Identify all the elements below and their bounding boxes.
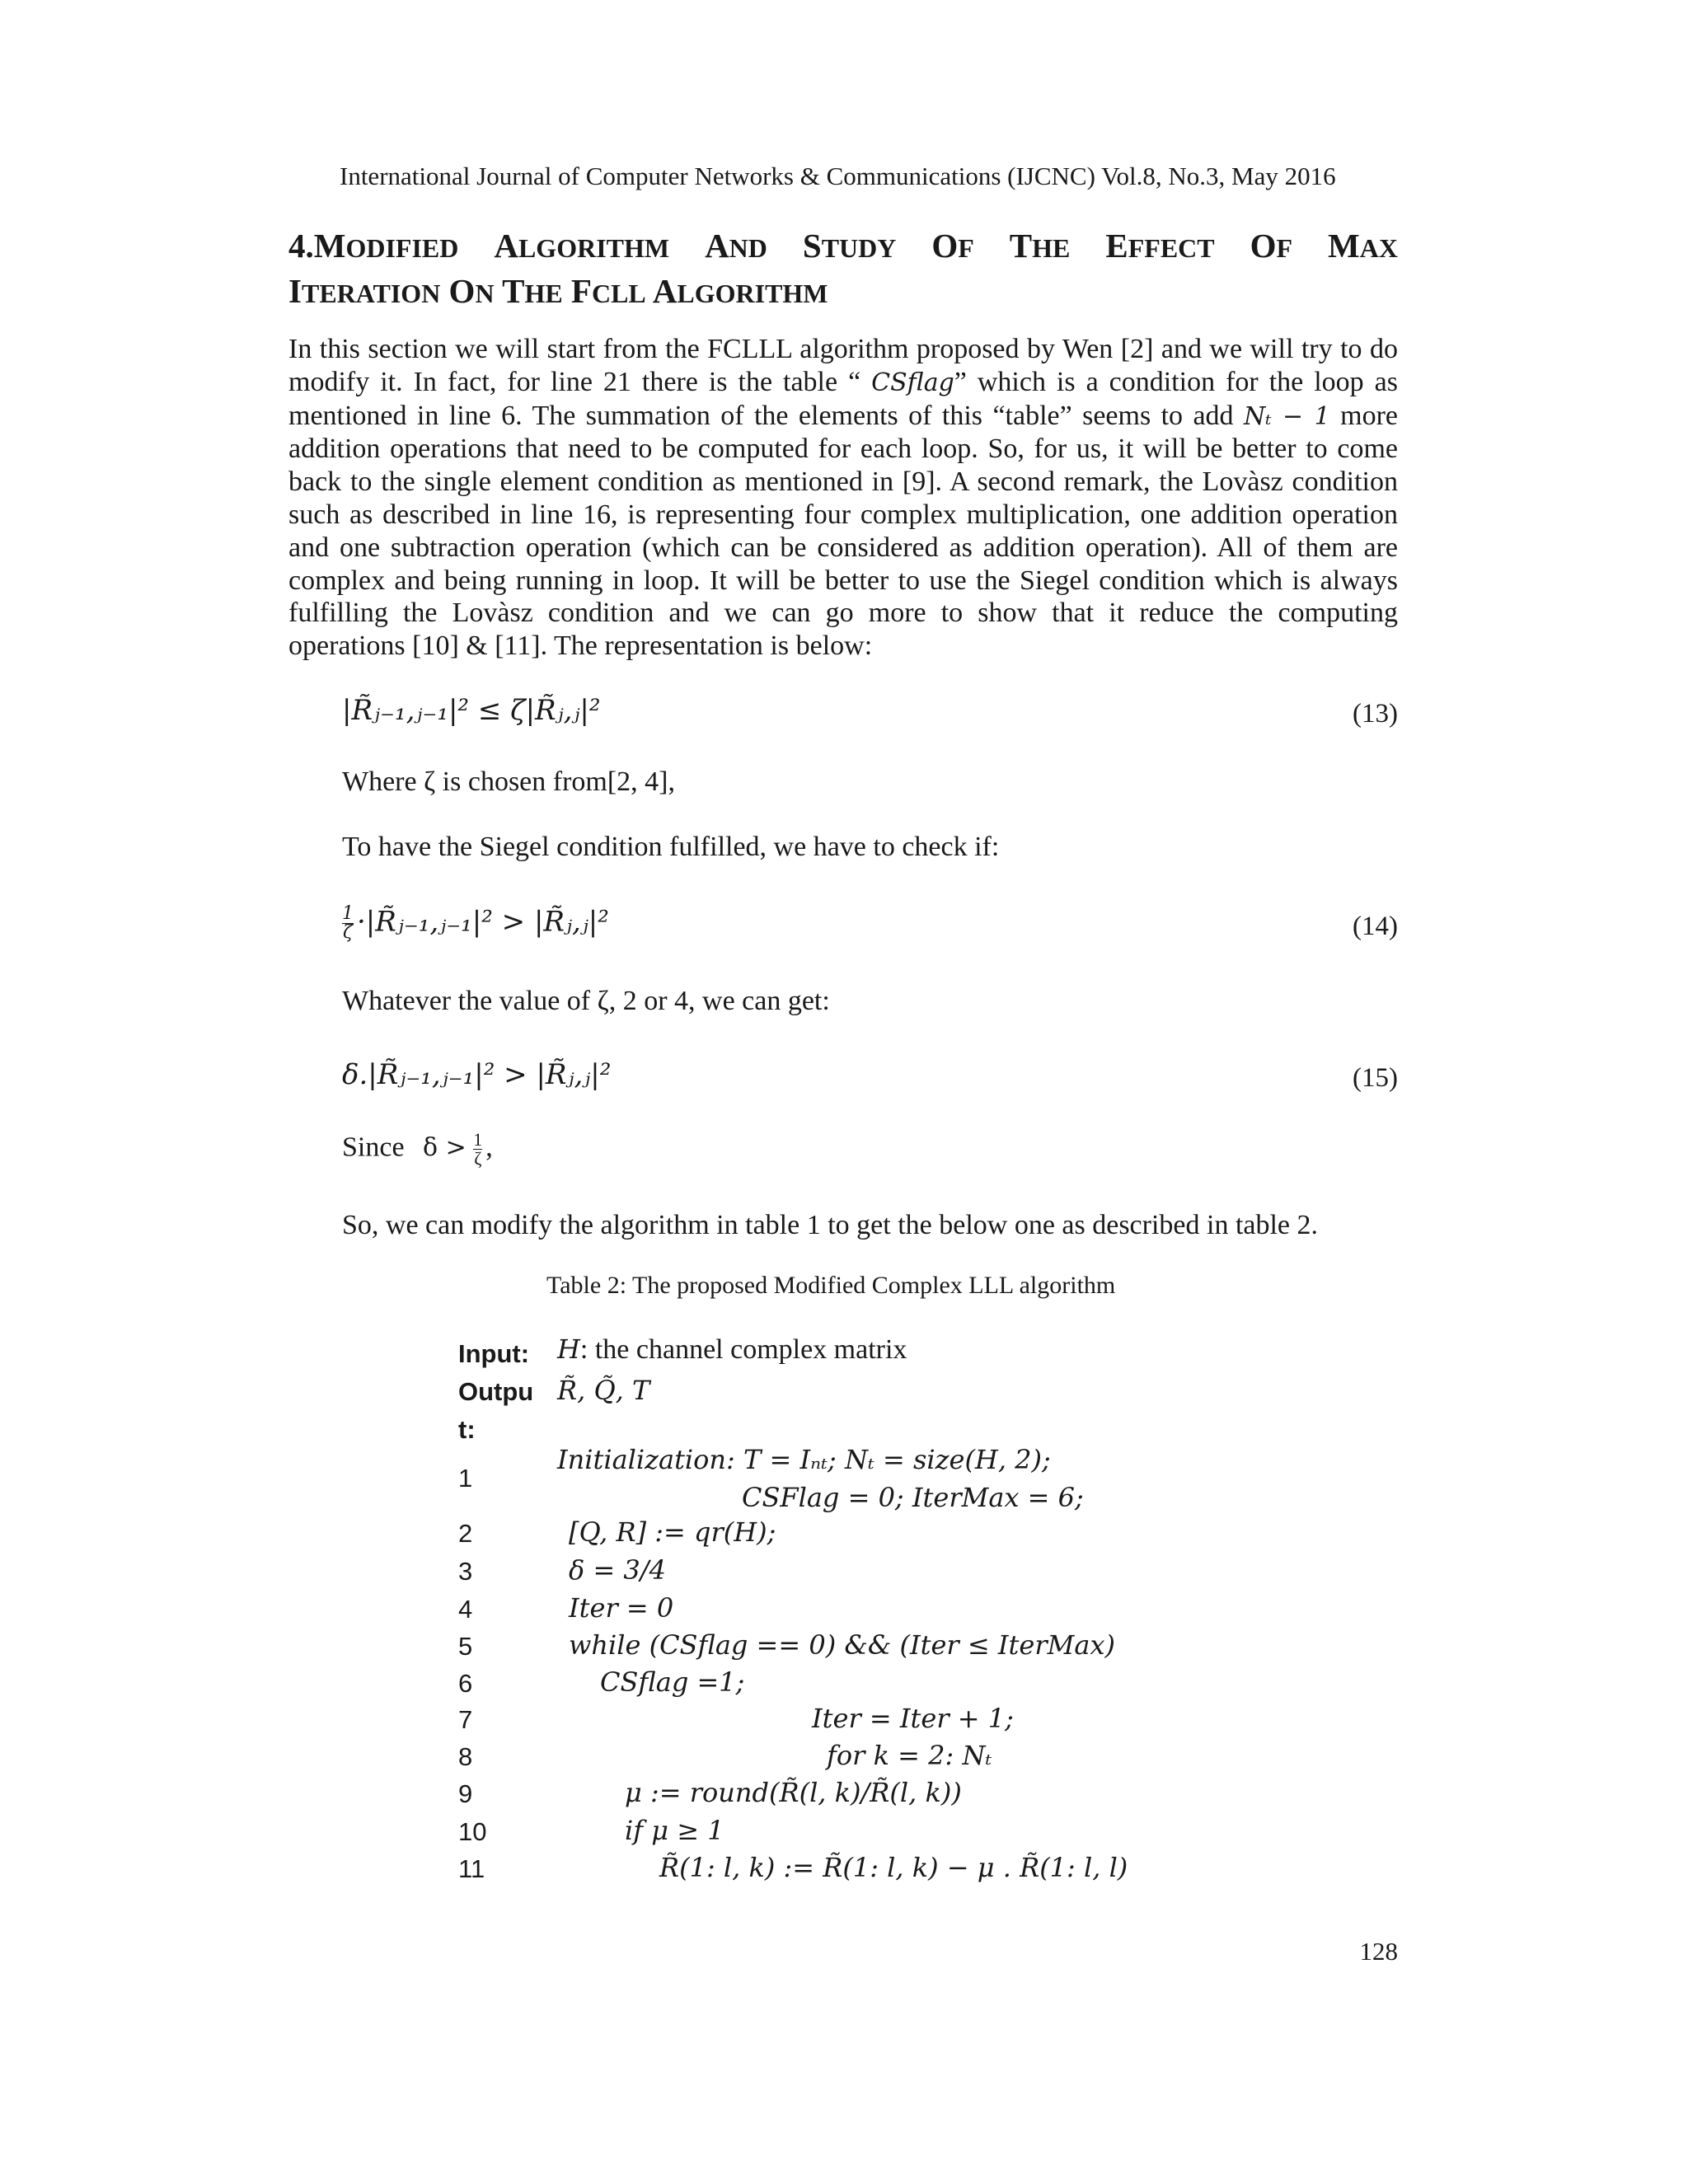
code-line: δ = 3/4	[569, 1554, 666, 1586]
input-label: Input:	[458, 1339, 530, 1368]
equation-14-number: (14)	[1353, 912, 1398, 941]
line-number: 8	[458, 1742, 473, 1771]
heading-word: MAX	[1328, 227, 1398, 265]
line-number: 11	[458, 1854, 485, 1883]
section-heading-line2	[288, 269, 1398, 315]
code-line: [Q, R] := qr(H);	[569, 1516, 776, 1548]
heading-word: OF	[1250, 227, 1293, 265]
code-line: Iter = 0	[569, 1592, 674, 1624]
fraction-numerator: 1	[473, 1129, 483, 1150]
input-value	[557, 1333, 907, 1366]
equation-14	[342, 905, 609, 942]
line-number: 7	[458, 1705, 473, 1734]
code-line: CSflag =1;	[600, 1666, 745, 1698]
equation-15: δ.|R̃ⱼ₋₁,ⱼ₋₁|² > |R̃ⱼ,ⱼ|²	[342, 1058, 612, 1091]
fraction-numerator: 1	[342, 903, 354, 924]
equation-13-number: (13)	[1353, 699, 1398, 729]
equation-13: |R̃ⱼ₋₁,ⱼ₋₁|² ≤ ζ|R̃ⱼ,ⱼ|²	[342, 694, 601, 727]
intro-paragraph	[288, 333, 1398, 663]
fraction	[473, 1131, 482, 1168]
fraction	[342, 905, 354, 942]
code-line-1b: CSFlag = 0; IterMax = 6;	[742, 1482, 1084, 1513]
nt-expression: Nₜ − 1	[1243, 401, 1330, 431]
table-caption: Table 2: The proposed Modified Complex LLL algorithm	[546, 1272, 1116, 1299]
line-number: 2	[458, 1519, 473, 1548]
whatever-line: Whatever the value of ζ, 2 or 4, we can get:	[342, 986, 830, 1016]
input-var: H	[557, 1333, 580, 1365]
heading-word: EFFECT	[1105, 227, 1215, 265]
page-number: 128	[1359, 1937, 1398, 1966]
running-header: International Journal of Computer Networks & Communications (IJCNC) Vol.8, No.3, May 2016	[340, 162, 1336, 190]
line-number: 5	[458, 1632, 473, 1661]
output-value: R̃, Q̃, T	[557, 1375, 650, 1406]
code-line: μ := round(R̃(l, k)/R̃(l, k))	[625, 1777, 962, 1808]
fraction-denominator: ζ	[343, 922, 353, 943]
line-number: 10	[458, 1817, 487, 1846]
heading-word: ALGORITHM	[494, 227, 670, 265]
fraction-denominator: ζ	[474, 1148, 482, 1169]
output-label-cont: t:	[458, 1415, 476, 1444]
para-text: more addition operations that need to be computed for each loop. So, for us, it will be better to come back to the single element condition as mentioned in [9]. A second remark, the Lovàsz condition such as described in line 16, is representing four complex multiplication, one addition operation and one subtraction operation (which can be considered as addition operation). All of them are complex and being running in loop. It will be better to use the Siegel condition which is always fulfilling the Lovàsz condition and we can go more to show that it reduce the computing operations [10] & [11]. The representation is below:	[288, 400, 1399, 662]
siegel-line: To have the Siegel condition fulfilled, we have to check if:	[342, 832, 1000, 862]
heading-word: STUDY	[802, 227, 897, 265]
line-number: 9	[458, 1779, 473, 1808]
csflag-symbol: CSflag	[871, 368, 954, 397]
input-text: : the channel complex matrix	[579, 1334, 907, 1365]
section-heading-line1	[288, 224, 1398, 269]
code-line: for k = 2: Nₜ	[827, 1740, 992, 1771]
where-line: Where ζ is chosen from[2, 4],	[342, 766, 675, 797]
heading-word: MODIFIED	[313, 227, 459, 265]
para-text: In this section we will start from the FCLLL algorithm proposed by Wen [2] and we will try to do modify it. In fact, for line 21 there is the table “	[288, 334, 1398, 397]
heading-word: THE	[502, 272, 563, 310]
heading-word: ON	[448, 272, 495, 310]
output-label: Outpu	[458, 1377, 534, 1406]
para-text: ” which is a condition for the loop as mentioned in line 6. The summation of the elements of this “table” seems to add	[288, 366, 1398, 431]
heading-word: FCLL	[570, 272, 646, 310]
line-number: 4	[458, 1595, 473, 1624]
modify-line: So, we can modify the algorithm in table 1 to get the below one as described in table 2.	[342, 1210, 1319, 1240]
line-number: 1	[458, 1464, 473, 1493]
code-line: if μ ≥ 1	[625, 1815, 724, 1846]
heading-word: AND	[705, 227, 767, 265]
equation-14-expr: ·|R̃ⱼ₋₁,ⱼ₋₁|² > |R̃ⱼ,ⱼ|²	[357, 905, 609, 939]
code-line: Iter = Iter + 1;	[812, 1703, 1014, 1734]
heading-word: ITERATION	[288, 272, 441, 310]
code-line: R̃(1: l, k) := R̃(1: l, k) − μ . R̃(1: l, l)	[659, 1852, 1128, 1883]
section-number: 4.	[288, 227, 314, 265]
heading-word: ALGORITHM	[652, 272, 828, 310]
line-number: 6	[458, 1669, 473, 1698]
since-prefix: Since	[342, 1132, 405, 1163]
since-suffix: ,	[485, 1132, 493, 1163]
heading-word: THE	[1009, 227, 1071, 265]
line-number: 3	[458, 1557, 473, 1586]
heading-word: OF	[931, 227, 974, 265]
since-line	[342, 1131, 493, 1168]
since-expr: δ >	[423, 1133, 467, 1163]
code-line: while (CSflag == 0) && (Iter ≤ IterMax)	[569, 1629, 1115, 1661]
equation-15-number: (15)	[1353, 1063, 1398, 1093]
section-heading	[288, 224, 1398, 315]
code-line-1: Initialization: T = Iₙₜ; Nₜ = size(H, 2);	[557, 1444, 1051, 1475]
